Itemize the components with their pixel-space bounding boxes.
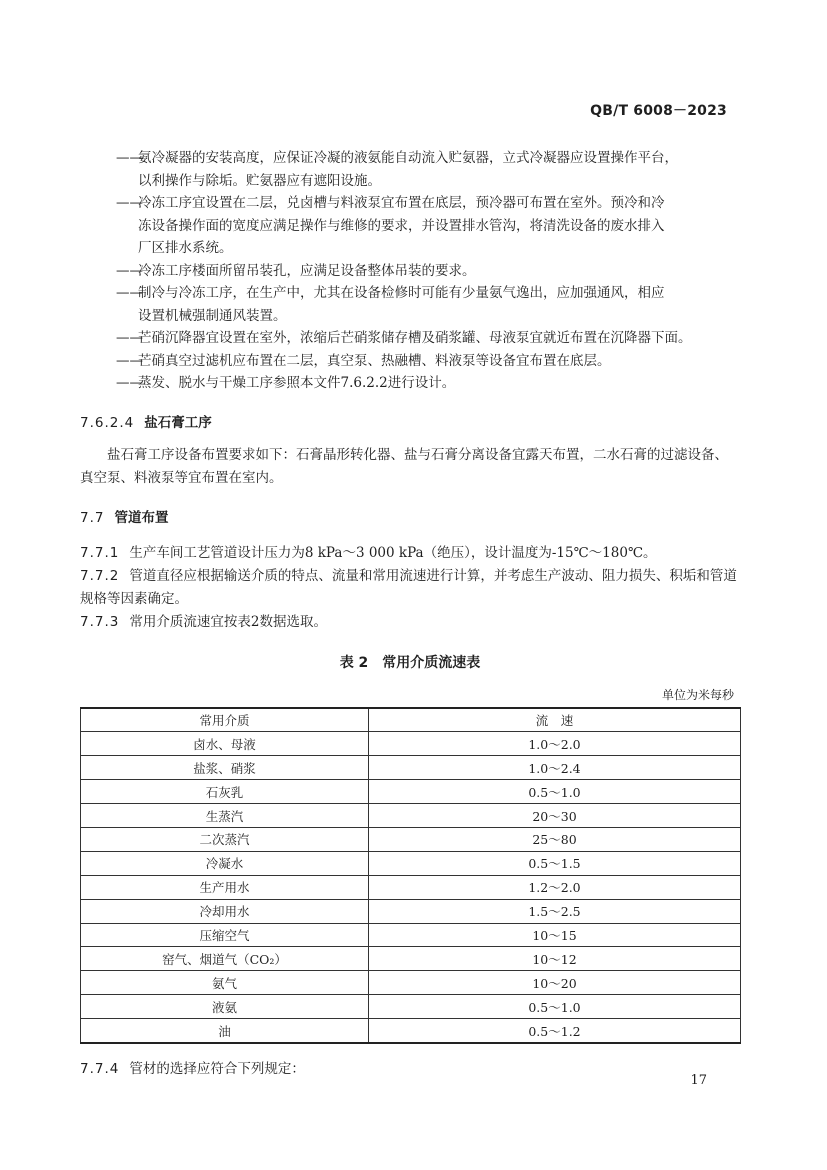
table-cell-speed: 1.5～2.5 — [369, 899, 741, 923]
table-row — [81, 995, 741, 1019]
dash-marker: —— — [116, 352, 143, 369]
clause-item — [80, 565, 740, 611]
table-cell-speed: 0.5～1.0 — [369, 995, 741, 1019]
list-item-text: 氨冷凝器的安装高度，应保证冷凝的液氨能自动流入贮氨器，立式冷凝器应设置操作平台， — [138, 150, 678, 166]
table-cell-medium: 生产用水 — [81, 875, 369, 899]
section-title: 盐石膏工序 — [144, 414, 212, 431]
list-item — [80, 260, 740, 283]
list-item-text: 冷冻工序宜设置在二层，兑卤槽与料液泵宜布置在底层，预冷器可布置在室外。预冷和冷 — [138, 195, 665, 211]
table-cell-speed: 1.2～2.0 — [369, 875, 741, 899]
table-cell-medium: 生蒸汽 — [81, 804, 369, 828]
table-header-row — [81, 708, 741, 732]
list-item-text: 蒸发、脱水与干燥工序参照本文件7.6.2.2进行设计。 — [138, 375, 456, 391]
section-number: 7.6.2.4 — [80, 414, 135, 431]
table-row — [81, 947, 741, 971]
clause-number: 7.7.1 — [80, 544, 120, 561]
table-unit: 单位为米每秒 — [661, 687, 734, 702]
page-number: 17 — [690, 1073, 707, 1088]
dash-marker: —— — [116, 375, 143, 391]
table-cell-medium: 冷凝水 — [81, 851, 369, 875]
section-number: 7.7 — [80, 509, 105, 526]
flow-rate-table — [80, 707, 741, 1044]
table-cell-speed: 0.5～1.5 — [369, 851, 741, 875]
clause-number: 7.7.3 — [80, 613, 120, 630]
list-item-text-cont: 设置机械强制通风装置。 — [138, 307, 287, 324]
table-cell-speed: 20～30 — [369, 804, 741, 828]
table-cell-medium: 窑气、烟道气（CO₂） — [81, 947, 369, 971]
dash-marker: —— — [116, 195, 143, 211]
table-cell-speed: 0.5～1.0 — [369, 780, 741, 804]
table-cell-speed: 25～80 — [369, 827, 741, 851]
clause-item — [80, 611, 740, 634]
table-cell-medium: 石灰乳 — [81, 780, 369, 804]
table-cell-medium: 氨气 — [81, 971, 369, 995]
list-item-text-cont2: 厂区排水系统。 — [138, 240, 233, 256]
table-cell-medium: 冷却用水 — [81, 899, 369, 923]
dash-marker: —— — [116, 330, 143, 346]
clause-item-774 — [80, 1058, 740, 1081]
clause-text: 管材的选择应符合下列规定： — [129, 1060, 305, 1077]
list-item-text: 冷冻工序楼面所留吊装孔，应满足设备整体吊装的要求。 — [138, 262, 476, 279]
table-cell-speed: 0.5～1.2 — [369, 1019, 741, 1043]
list-item — [80, 147, 740, 192]
section-title: 管道布置 — [114, 509, 169, 526]
table-cell-medium: 卤水、母液 — [81, 732, 369, 756]
clause-number: 7.7.4 — [80, 1060, 120, 1077]
table-cell-speed: 1.0～2.0 — [369, 732, 741, 756]
list-item — [80, 372, 740, 395]
list-item — [80, 350, 740, 373]
table-cell-medium: 二次蒸汽 — [81, 827, 369, 851]
table-cell-speed: 10～20 — [369, 971, 741, 995]
table-row — [81, 1019, 741, 1043]
clause-text: 生产车间工艺管道设计压力为8 kPa～3 000 kPa（绝压），设计温度为-15℃～180℃。 — [129, 544, 657, 561]
dash-list — [80, 147, 740, 395]
table-header-medium: 常用介质 — [81, 708, 369, 732]
section-heading-77 — [80, 507, 740, 529]
table-cell-medium: 盐浆、硝浆 — [81, 756, 369, 780]
list-item-text-cont: 以利操作与除垢。贮氨器应有遮阳设施。 — [138, 172, 381, 189]
list-item — [80, 327, 740, 350]
table-cell-speed: 10～12 — [369, 947, 741, 971]
table-cell-medium: 油 — [81, 1019, 369, 1043]
page-content — [80, 147, 740, 1081]
table-row — [81, 827, 741, 851]
clause-item — [80, 542, 740, 565]
section-paragraph: 盐石膏工序设备布置要求如下：石膏晶形转化器、盐与石膏分离设备宜露天布置，二水石膏的过滤设备、真空泵、料液泵等宜布置在室内。 — [80, 446, 728, 486]
list-item-text: 制冷与冷冻工序，在生产中，尤其在设备检修时可能有少量氨气逸出，应加强通风，相应 — [138, 285, 665, 301]
list-item — [80, 192, 740, 260]
clause-text: 常用介质流速宜按表2数据选取。 — [129, 613, 327, 630]
table-title: 表 2 常用介质流速表 — [339, 654, 481, 671]
table-row — [81, 971, 741, 995]
table-header-speed: 流 速 — [369, 708, 741, 732]
table-row — [81, 732, 741, 756]
table-row — [81, 756, 741, 780]
list-item-text-cont: 冻设备操作面的宽度应满足操作与维修的要求，并设置排水管沟，将清洗设备的废水排入 — [138, 217, 665, 234]
dash-marker: —— — [116, 150, 143, 166]
table-row — [81, 851, 741, 875]
list-item-text: 芒硝真空过滤机应布置在二层，真空泵、热融槽、料液泵等设备宜布置在底层。 — [138, 352, 611, 369]
dash-marker: —— — [116, 285, 143, 301]
list-item-text: 芒硝沉降器宜设置在室外，浓缩后芒硝浆储存槽及硝浆罐、母液泵宜就近布置在沉降器下面。 — [138, 330, 692, 346]
standard-code: QB/T 6008－2023 — [590, 103, 727, 119]
section-heading-7624 — [80, 412, 740, 434]
table-row — [81, 780, 741, 804]
dash-marker: —— — [116, 262, 143, 279]
clause-list — [80, 542, 740, 634]
table-row — [81, 875, 741, 899]
table-cell-speed: 10～15 — [369, 923, 741, 947]
clause-number: 7.7.2 — [80, 567, 120, 584]
table-cell-speed: 1.0～2.4 — [369, 756, 741, 780]
table-row — [81, 923, 741, 947]
clause-text: 管道直径应根据输送介质的特点、流量和常用流速进行计算，并考虑生产波动、阻力损失、积垢和管道规格等因素确定。 — [80, 567, 737, 607]
table-cell-medium: 压缩空气 — [81, 923, 369, 947]
table-row — [81, 899, 741, 923]
table-row — [81, 804, 741, 828]
list-item — [80, 282, 740, 327]
table-cell-medium: 液氨 — [81, 995, 369, 1019]
